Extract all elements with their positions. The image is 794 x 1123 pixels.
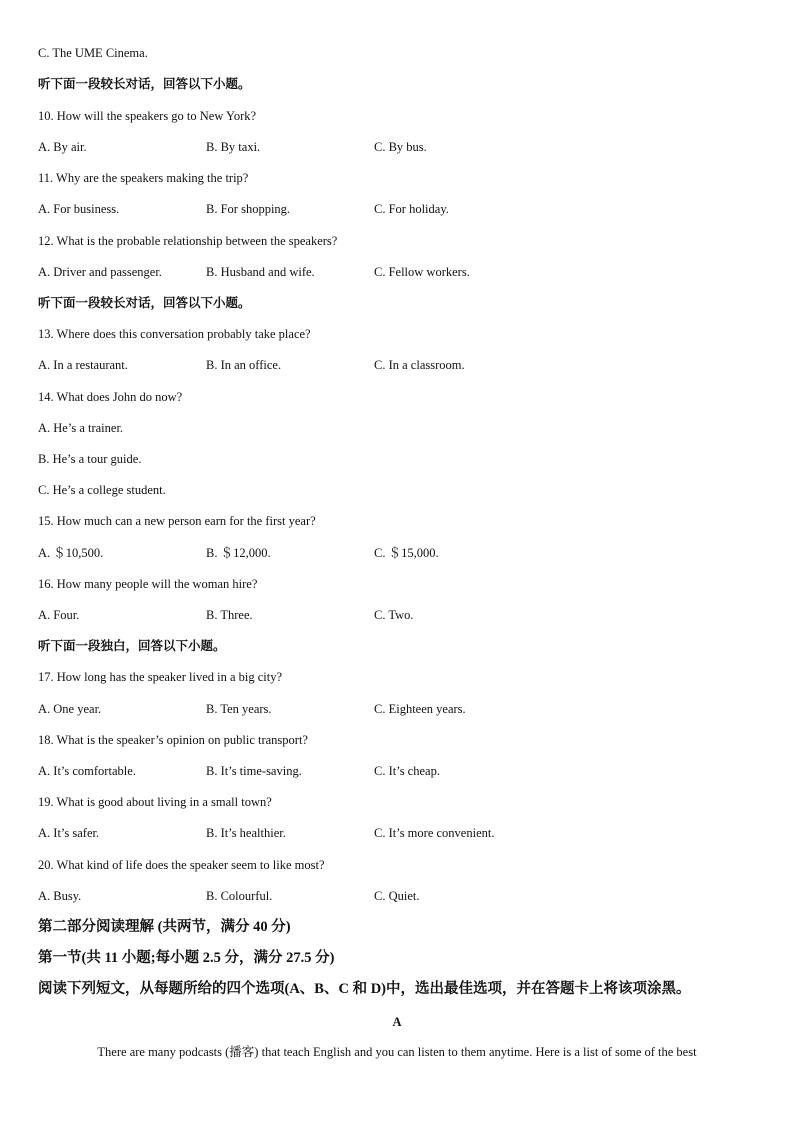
option-19c: C. It’s more convenient. [374,826,495,840]
option-16a: A. Four. [38,608,80,622]
option-13b: B. In an office. [206,358,282,372]
option-10a: A. By air. [38,140,87,154]
section-heading-monologue: 听下面一段独白，回答以下小题。 [38,639,226,653]
option-13a: A. In a restaurant. [38,358,128,372]
option-17b: B. Ten years. [206,702,272,716]
question-11: 11. Why are the speakers making the trip? [38,171,249,185]
option-line-9c: C. The UME Cinema. [38,46,148,60]
section-heading-dialogue: 听下面一段较长对话，回答以下小题。 [38,77,251,91]
question-15: 15. How much can a new person earn for the first year? [38,514,316,528]
passage-text: There are many podcasts (播客) that teach English and you can listen to them anytime. Here is a list of some of the best [97,1045,697,1059]
option-15b: B. ＄12,000. [206,546,271,560]
option-12a: A. Driver and passenger. [38,265,162,279]
question-16: 16. How many people will the woman hire? [38,577,258,591]
question-20: 20. What kind of life does the speaker seem to like most? [38,858,325,872]
option-10c: C. By bus. [374,140,427,154]
option-19b: B. It’s healthier. [206,826,286,840]
question-14: 14. What does John do now? [38,390,183,404]
question-12: 12. What is the probable relationship between the speakers? [38,234,338,248]
option-12b: B. Husband and wife. [206,265,315,279]
option-20c: C. Quiet. [374,889,420,903]
option-15c: C. ＄15,000. [374,546,439,560]
option-18a: A. It’s comfortable. [38,764,136,778]
option-19a: A. It’s safer. [38,826,100,840]
option-16b: B. Three. [206,608,253,622]
question-13: 13. Where does this conversation probably take place? [38,327,311,341]
reading-instructions: 阅读下列短文，从每题所给的四个选项(A、B、C 和 D)中，选出最佳选项，并在答题卡上将该项涂黑。 [38,981,691,997]
question-17: 17. How long has the speaker lived in a big city? [38,670,283,684]
option-12c: C. Fellow workers. [374,265,470,279]
option-15a: A. ＄10,500. [38,546,104,560]
option-11c: C. For holiday. [374,202,449,216]
passage-title: A [392,1015,402,1029]
option-17a: A. One year. [38,702,102,716]
option-18b: B. It’s time-saving. [206,764,302,778]
part-two-heading: 第二部分阅读理解 (共两节，满分 40 分) [38,919,291,935]
option-18c: C. It’s cheap. [374,764,440,778]
option-16c: C. Two. [374,608,414,622]
option-11b: B. For shopping. [206,202,291,216]
option-17c: C. Eighteen years. [374,702,466,716]
option-14b: B. He’s a tour guide. [38,452,142,466]
question-10: 10. How will the speakers go to New York? [38,109,257,123]
section-one-heading: 第一节(共 11 小题;每小题 2.5 分，满分 27.5 分) [38,950,335,966]
option-14c: C. He’s a college student. [38,483,166,497]
question-18: 18. What is the speaker’s opinion on public transport? [38,733,308,747]
option-10b: B. By taxi. [206,140,261,154]
question-19: 19. What is good about living in a small town? [38,795,272,809]
option-20b: B. Colourful. [206,889,273,903]
option-11a: A. For business. [38,202,120,216]
section-heading-dialogue: 听下面一段较长对话，回答以下小题。 [38,296,251,310]
option-14a: A. He’s a trainer. [38,421,124,435]
option-20a: A. Busy. [38,889,82,903]
option-13c: C. In a classroom. [374,358,465,372]
